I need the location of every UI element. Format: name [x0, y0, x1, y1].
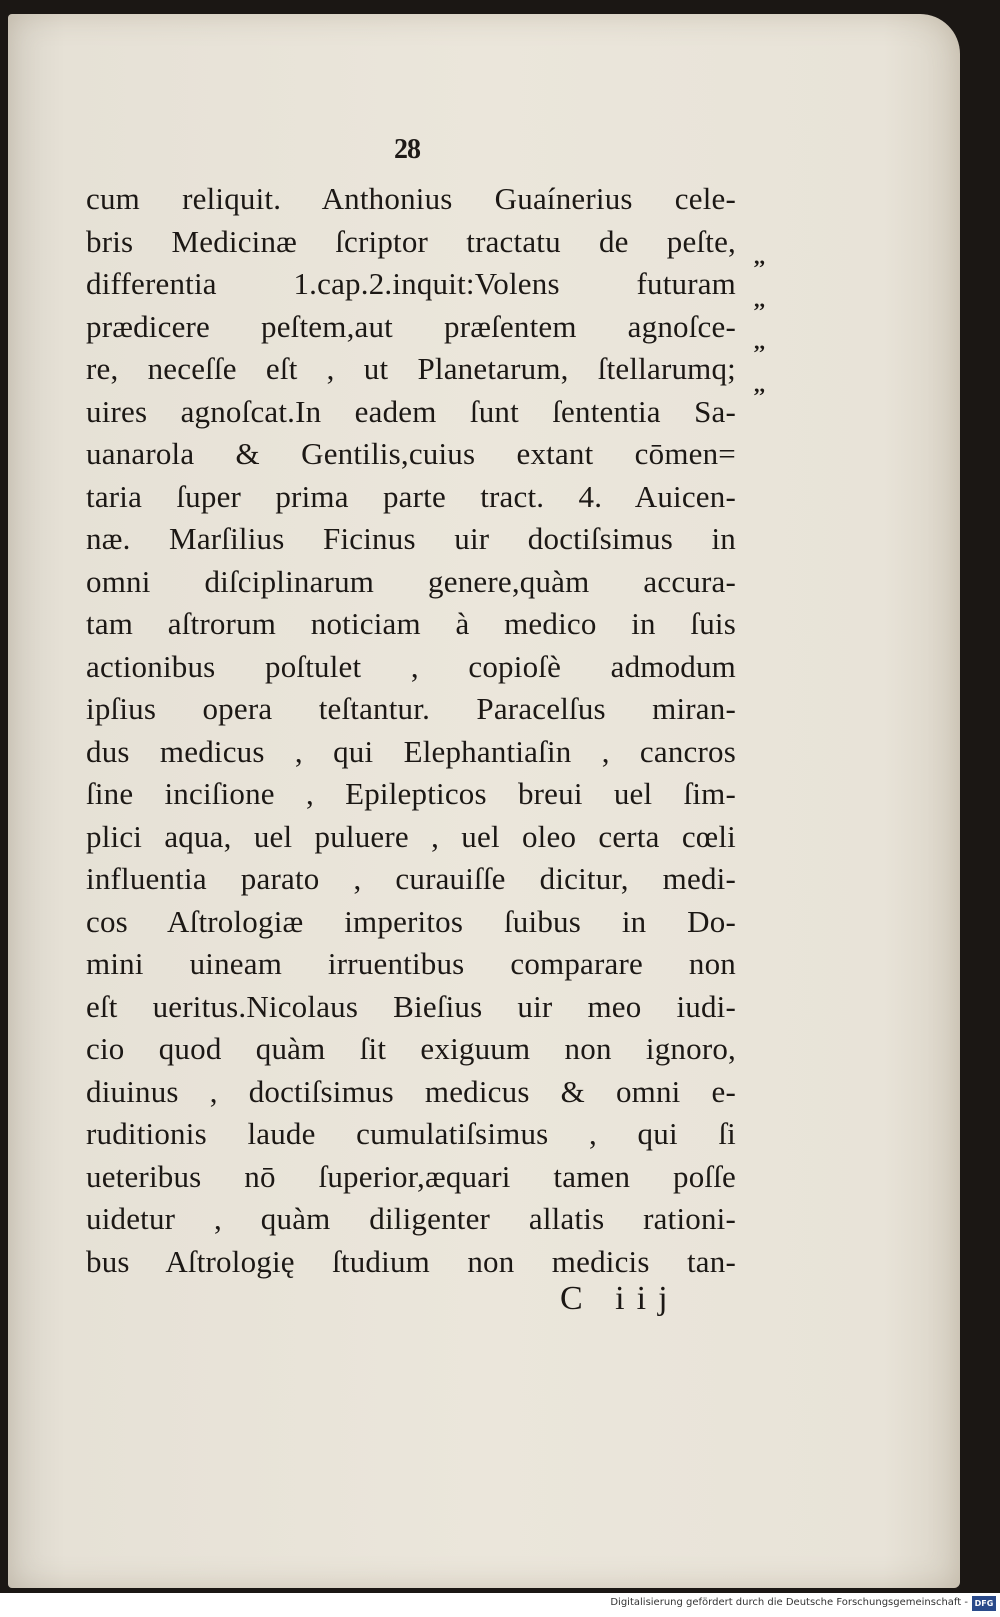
text-line: omni diſciplinarum genere,quàm accura-: [86, 563, 736, 599]
text-line: cos Aſtrologiæ imperitos ſuibus in Do-: [86, 903, 736, 939]
quote-mark: ,,: [754, 286, 765, 312]
text-line: cum reliquit. Anthonius Guaínerius cele-: [86, 181, 736, 216]
book-page: [8, 14, 960, 1588]
text-line: cio quod quàm ſit exiguum non ignoro,: [86, 1031, 736, 1066]
text-line: bus Aſtrologię ſtudium non medicis tan-: [86, 1243, 736, 1279]
quote-mark: ,,: [754, 329, 765, 354]
quote-mark: ,,: [754, 371, 765, 397]
text-line: actionibus poſtulet , copioſè admodum: [86, 648, 736, 684]
signature-mark: C iij: [560, 1280, 680, 1317]
text-line: influentia parato , curauiſſe dicitur, medi-: [86, 861, 736, 896]
text-line: bris Medicinæ ſcriptor tractatu de peſte,: [86, 223, 736, 259]
dfg-logo: DFG: [972, 1596, 996, 1611]
text-line: ruditionis laude cumulatiſsimus , qui ſi: [86, 1116, 736, 1151]
text-line: plici aqua, uel puluere , uel oleo certa cœli: [86, 818, 736, 854]
text-line: uires agnoſcat.In eadem ſunt ſententia Sa-: [86, 393, 736, 429]
footer-bar: [0, 1593, 1000, 1617]
text-line: ueteribus nō ſuperior,æquari tamen poſſe: [86, 1158, 736, 1194]
text-line: mini uineam irruentibus comparare non: [86, 946, 736, 981]
text-line: ipſius opera teſtantur. Paracelſus miran-: [86, 691, 736, 726]
page-number: 28: [394, 134, 420, 165]
text-line: ſine inciſione , Epilepticos breui uel ſim-: [86, 776, 736, 811]
text-line: næ. Marſilius Ficinus uir doctiſsimus in: [86, 521, 736, 556]
text-line: prædicere peſtem,aut præſentem agnoſce-: [86, 308, 736, 344]
body-text: [86, 178, 736, 1283]
marginal-quote-marks: [754, 236, 794, 406]
text-line: tam aſtrorum noticiam à medico in ſuis: [86, 606, 736, 641]
text-line: diuinus , doctiſsimus medicus & omni e-: [86, 1073, 736, 1109]
text-line: taria ſuper prima parte tract. 4. Auicen-: [86, 478, 736, 514]
text-line: dus medicus , qui Elephantiaſin , cancros: [86, 733, 736, 769]
footer-credit: Digitalisierung gefördert durch die Deutsche Forschungsgemeinschaft -: [610, 1597, 968, 1608]
text-line: re, neceſſe eſt , ut Planetarum, ſtellarumq;: [86, 351, 736, 386]
text-line: uanarola & Gentilis,cuius extant cōmen=: [86, 436, 736, 471]
text-line: uidetur , quàm diligenter allatis rationi-: [86, 1201, 736, 1236]
text-line: differentia 1.cap.2.inquit:Volens futuram: [86, 266, 736, 301]
quote-mark: ,,: [754, 244, 765, 269]
text-line: eſt ueritus.Nicolaus Bieſius uir meo iudi-: [86, 988, 736, 1024]
